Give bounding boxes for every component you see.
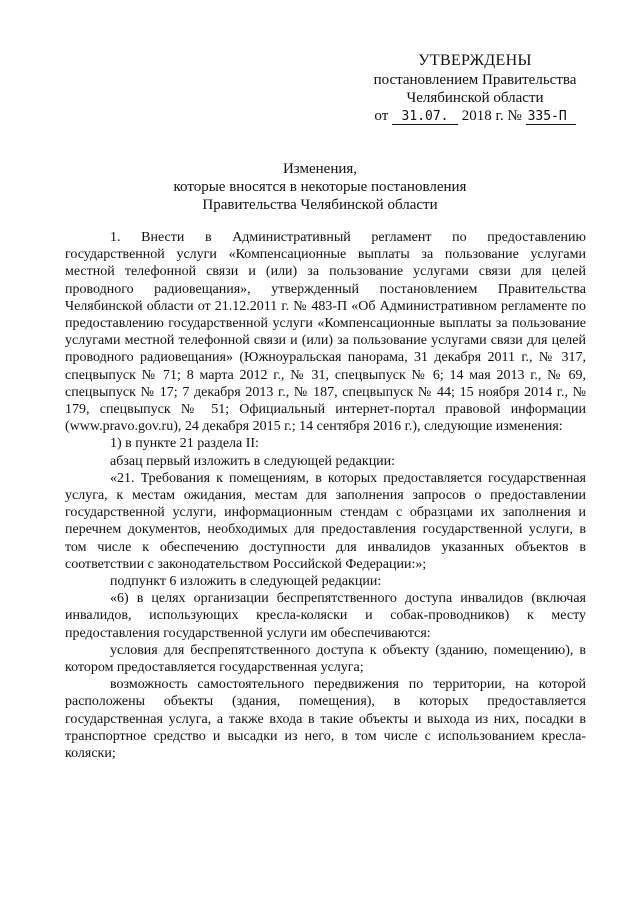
document-title (60, 160, 580, 214)
title-line-2: которые вносятся в некоторые постановления (173, 179, 467, 195)
approval-line-2: Челябинской области (406, 90, 544, 106)
handwritten-date: 31.07. (392, 110, 458, 125)
paragraph-7: условия для беспрепятственного доступа к объекту (зданию, помещению), в котором предоставляется государственная услуга; (65, 642, 586, 676)
date-prefix: от (374, 108, 389, 124)
paragraph-2: 1) в пункте 21 раздела II: (110, 436, 259, 452)
paragraph-8: возможность самостоятельного передвижения по территории, на которой расположены объекты (здания, помещения), в которых предоставляется государственная услуга, а также входа в такие объекты и выхода из них, посадки в транспортное средство и высадки из него, в том числе с использованием кресла-коляски; (65, 677, 586, 762)
approval-date-line (340, 107, 610, 125)
title-line-1: Изменения, (282, 161, 358, 177)
paragraph-4: «21. Требования к помещениям, в которых предоставляется государственная услуга, к местам ожидания, местам для заполнения запросов о предоставлении государственной услуги, информационным стендам с образцами их заполнения и перечнем документов, необходимых для предоставления государственной услуги, в том числе к обеспечению доступности для инвалидов указанных объектов в соответствии с законодательством Российской Федерации:»; (65, 470, 586, 572)
title-line-3: Правительства Челябинской области (202, 197, 438, 213)
paragraph-5: подпункт 6 изложить в следующей редакции: (110, 574, 382, 590)
document-body (65, 229, 586, 762)
paragraph-6: «6) в целях организации беспрепятственного доступа инвалидов (включая инвалидов, использующих кресла-коляски и собак-проводников) к месту предоставления государственной услуги им обеспечиваются: (65, 591, 586, 641)
approval-line-1: постановлением Правительства (373, 72, 577, 88)
approval-stamp (340, 52, 610, 125)
handwritten-number: 335-П (526, 110, 576, 125)
approval-heading: УТВЕРЖДЕНЫ (418, 52, 532, 69)
year-text: 2018 г. № (461, 108, 522, 124)
paragraph-1: 1. Внести в Административный регламент по предоставлению государственной услуги «Компенсационные выплаты за пользование услугами местной телефонной связи и (или) за пользование услугами связи для целей проводного радиовещания», утвержденный постановлением Правительства Челябинской области от 21.12.2011 г. № 483-П «Об Административном регламенте по предоставлению государственной услуги «Компенсационные выплаты за пользование услугами местной телефонной связи и (или) за пользование услугами связи для целей проводного радиовещания» (Южноуральская панорама, 31 декабря 2011 г., № 317, спецвыпуск № 71; 8 марта 2012 г., № 31, спецвыпуск № 6; 14 мая 2013 г., № 69, спецвыпуск № 17; 7 декабря 2013 г., № 187, спецвыпуск № 44; 15 ноября 2014 г., № 179, спецвыпуск № 51; Официальный интернет-портал правовой информации (www.pravo.gov.ru), 24 декабря 2015 г.; 14 сентября 2016 г.), следующие изменения: (65, 230, 586, 435)
paragraph-3: абзац первый изложить в следующей редакции: (110, 453, 396, 469)
